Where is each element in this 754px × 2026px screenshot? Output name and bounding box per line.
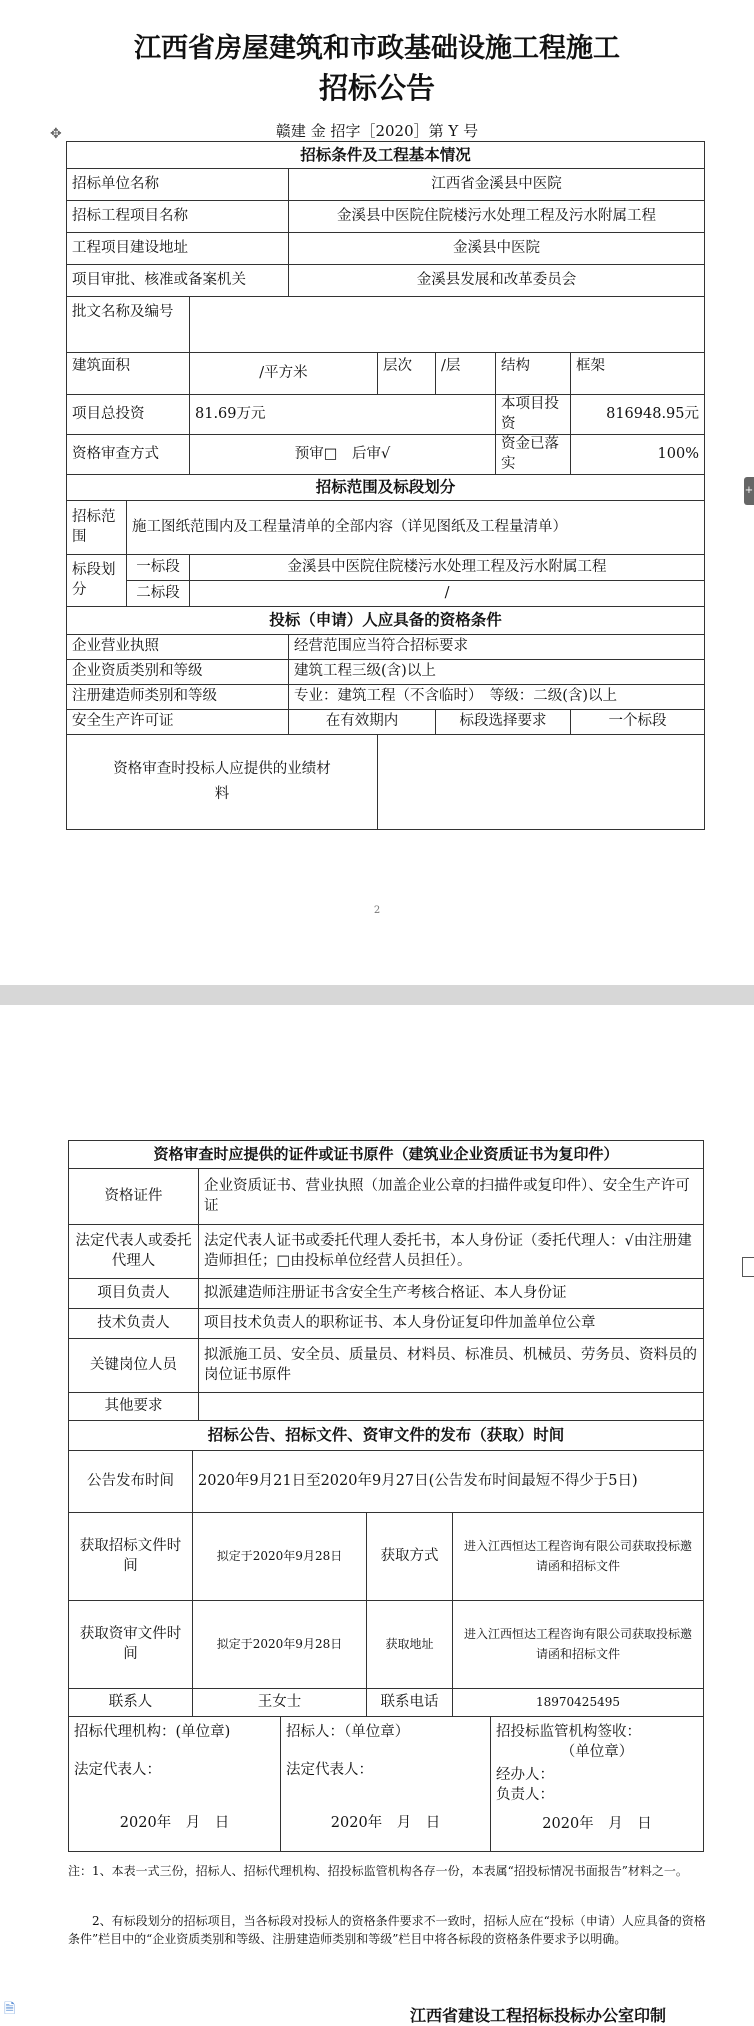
get-review-docs-time: 拟定于2020年9月28日 (193, 1601, 367, 1689)
performance-material-label: 资格审查时投标人应提供的业绩材料 (67, 735, 378, 830)
tenderer-label: 招标单位名称 (67, 169, 289, 201)
agency-signature-cell (69, 1717, 281, 1852)
page-gap (0, 985, 754, 1005)
area-value: /平方米 (190, 353, 378, 395)
contact-value: 王女士 (193, 1689, 367, 1717)
section-heading-qualification: 投标（申请）人应具备的资格条件 (67, 607, 705, 635)
qualification-category-label: 企业资质类别和等级 (67, 660, 289, 685)
tenderer-value: 江西省金溪县中医院 (289, 169, 705, 201)
side-expand-button[interactable]: + (744, 477, 754, 505)
doc-row-value-other (199, 1393, 704, 1421)
document-title-line1: 江西省房屋建筑和市政基础设施工程施工 (134, 33, 620, 64)
area-label: 建筑面积 (67, 353, 190, 395)
this-invest-value: 816948.95元 (571, 395, 705, 435)
doc-row-value-key-staff: 拟派施工员、安全员、质量员、材料员、标准员、机械员、劳务员、资料员的岗位证书原件 (199, 1339, 704, 1393)
lot-selection-label: 标段选择要求 (436, 710, 571, 735)
performance-material-value (378, 735, 705, 830)
doc-row-value-tech-manager: 项目技术负责人的职称证书、本人身份证复印件加盖单位公章 (199, 1309, 704, 1339)
review-method-value: 预审□ 后审√ (190, 435, 496, 475)
business-license-value: 经营范围应当符合招标要求 (289, 635, 705, 660)
review-method-label: 资格审查方式 (67, 435, 190, 475)
doc-row-label-other: 其他要求 (69, 1393, 199, 1421)
funds-value: 100% (571, 435, 705, 475)
section-heading-scope: 招标范围及标段划分 (67, 475, 705, 501)
agency-seal-label: 招标代理机构：(单位章) (74, 1724, 231, 1740)
note-1: 注：1、本表一式三份，招标人、招标代理机构、招投标监管机构各存一份，本表属“招投标情况书面报告”材料之一。 (68, 1864, 688, 1878)
lot2-value: / (190, 581, 705, 607)
footer-printer: 江西省建设工程招标投标办公室印制 (409, 2006, 666, 2025)
supervisor-signature-cell (491, 1717, 704, 1852)
publish-time-table (68, 1450, 704, 1717)
structure-value: 框架 (571, 353, 705, 395)
tenderer-seal-label: 招标人：（单位章） (286, 1724, 410, 1740)
total-invest-label: 项目总投资 (67, 395, 190, 435)
scope-label: 招标范围 (67, 501, 127, 555)
floors-value: /层 (436, 353, 496, 395)
business-license-label: 企业营业执照 (67, 635, 289, 660)
this-invest-label: 本项目投资 (496, 395, 571, 435)
note-2: 2、有标段划分的招标项目，当各标段对投标人的资格条件要求不一致时，招标人应在“投标（申请）人应具备的资格条件”栏目中的“企业资质类别和等级、注册建造师类别和等级”栏目中将各标段的资格条件要求予以明确。 (68, 1914, 706, 1946)
doc-row-value-legal-rep: 法定代表人证书或委托代理人委托书，本人身份证（委托代理人：√由注册建造师担任；□由投标单位经营人员担任）。 (199, 1225, 704, 1279)
publish-time-label: 公告发布时间 (69, 1451, 193, 1513)
supervisor-date: 2020年 月 日 (542, 1816, 652, 1833)
project-name-label: 招标工程项目名称 (67, 201, 289, 233)
engineer-category-label: 注册建造师类别和等级 (67, 685, 289, 710)
contact-label: 联系人 (69, 1689, 193, 1717)
scope-value: 施工图纸范围内及工程量清单的全部内容（详见图纸及工程量清单） (127, 501, 705, 555)
doc-row-label-qualification: 资格证件 (69, 1169, 199, 1225)
safety-permit-value: 在有效期内 (289, 710, 436, 735)
doc-row-label-tech-manager: 技术负责人 (69, 1309, 199, 1339)
tenderer-legal-rep-label: 法定代表人： (286, 1761, 373, 1778)
phone-label: 联系电话 (367, 1689, 453, 1717)
project-name-value: 金溪县中医院住院楼污水处理工程及污水附属工程 (289, 201, 705, 233)
structure-label: 结构 (496, 353, 571, 395)
document-title-line2: 招标公告 (318, 71, 435, 105)
section-heading-certificates: 资格审查时应提供的证件或证书原件（建筑业企业资质证书为复印件） (69, 1141, 704, 1169)
section-heading-basic: 招标条件及工程基本情况 (67, 142, 705, 169)
doc-row-value-project-manager: 拟派建造师注册证书含安全生产考核合格证、本人身份证 (199, 1279, 704, 1309)
doc-row-label-project-manager: 项目负责人 (69, 1279, 199, 1309)
total-invest-value: 81.69万元 (190, 395, 496, 435)
floors-label: 层次 (378, 353, 436, 395)
approval-org-label: 项目审批、核准或备案机关 (67, 265, 289, 297)
lot-selection-value: 一个标段 (571, 710, 705, 735)
document-status-icon[interactable]: 🗎 (4, 2001, 16, 2017)
supervisor-responsible-label: 负责人： (496, 1786, 554, 1803)
supervisor-handler-label: 经办人： (496, 1767, 554, 1784)
tenderer-date: 2020年 月 日 (330, 1815, 441, 1832)
supervisor-seal-label: （单位章） (560, 1743, 634, 1760)
section-heading-publish-time: 招标公告、招标文件、资审文件的发布（获取）时间 (69, 1421, 704, 1451)
phone-value: 18970425495 (453, 1689, 704, 1717)
supervisor-label: 招投标监管机构签收： (496, 1724, 641, 1740)
document-number: 赣建 金 招字［2020］第 Y 号 (275, 122, 479, 140)
get-method-label: 获取方式 (367, 1513, 453, 1601)
signature-table (68, 1716, 704, 1852)
page-number: 2 (373, 905, 381, 916)
doc-row-value-qualification: 企业资质证书、营业执照（加盖企业公章的扫描件或复印件）、安全生产许可证 (199, 1169, 704, 1225)
lot-division-label: 标段划分 (67, 555, 127, 607)
approval-doc-value (190, 297, 705, 353)
lot1-label: 一标段 (127, 555, 190, 581)
agency-date: 2020年 月 日 (119, 1815, 230, 1832)
doc-row-label-key-staff: 关键岗位人员 (69, 1339, 199, 1393)
approval-org-value: 金溪县发展和改革委员会 (289, 265, 705, 297)
get-review-docs-label: 获取资审文件时间 (69, 1601, 193, 1689)
side-checkbox-marker[interactable] (742, 1257, 754, 1277)
safety-permit-label: 安全生产许可证 (67, 710, 289, 735)
engineer-category-value: 专业：建筑工程（不含临时） 等级：二级(含)以上 (289, 685, 705, 710)
document-page-1 (0, 0, 754, 985)
tenderer-signature-cell (281, 1717, 491, 1852)
get-method-value: 进入江西恒达工程咨询有限公司获取投标邀请函和招标文件 (453, 1513, 704, 1601)
get-tender-docs-label: 获取招标文件时间 (69, 1513, 193, 1601)
basic-info-table (66, 141, 705, 830)
certificates-table (68, 1140, 704, 1451)
agency-legal-rep-label: 法定代表人： (74, 1761, 161, 1778)
get-address-value: 进入江西恒达工程咨询有限公司获取投标邀请函和招标文件 (453, 1601, 704, 1689)
lot1-value: 金溪县中医院住院楼污水处理工程及污水附属工程 (190, 555, 705, 581)
funds-label: 资金已落实 (496, 435, 571, 475)
get-address-label: 获取地址 (367, 1601, 453, 1689)
approval-doc-label: 批文名称及编号 (67, 297, 190, 353)
qualification-category-value: 建筑工程三级(含)以上 (289, 660, 705, 685)
project-address-label: 工程项目建设地址 (67, 233, 289, 265)
publish-time-value: 2020年9月21日至2020年9月27日(公告发布时间最短不得少于5日) (193, 1451, 704, 1513)
doc-row-label-legal-rep: 法定代表人或委托代理人 (69, 1225, 199, 1279)
lot2-label: 二标段 (127, 581, 190, 607)
project-address-value: 金溪县中医院 (289, 233, 705, 265)
get-tender-docs-time: 拟定于2020年9月28日 (193, 1513, 367, 1601)
table-move-handle-icon[interactable]: ✥ (50, 126, 62, 142)
